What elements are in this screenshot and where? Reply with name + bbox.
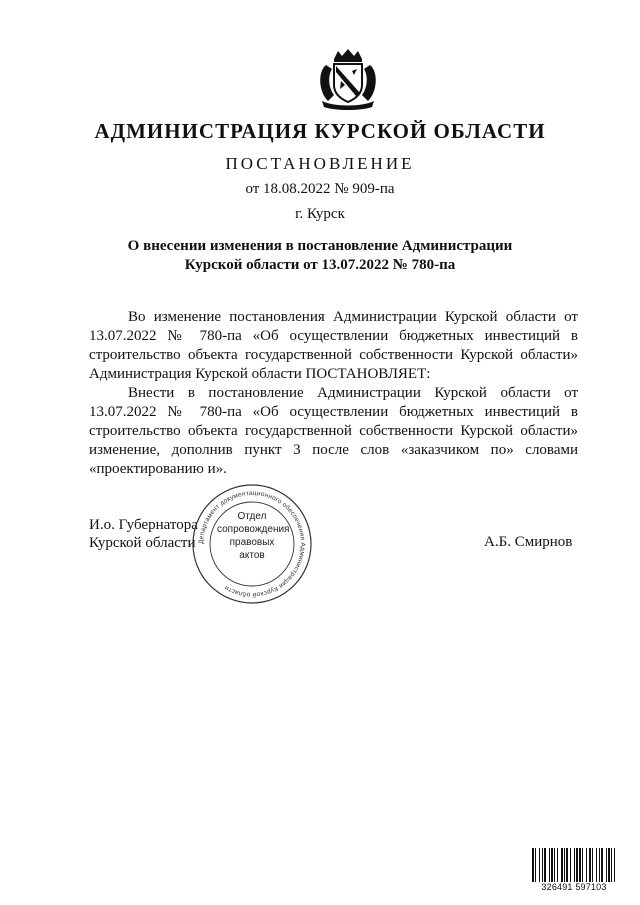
text-line: Внести в постановление Администрации Курской области от [128, 385, 578, 401]
subject-line-2: Курской области от 13.07.2022 № 780-па [184, 257, 456, 273]
signatory-position [89, 516, 198, 552]
barcode-bar [579, 848, 581, 882]
stamp-line: сопровождения [217, 524, 290, 535]
signatory-position-line-2: Курской области [89, 535, 196, 551]
text-line: изменение, дополнив пункт 3 после слов «заказчиком по» словами [89, 442, 578, 458]
document-city: г. Курск [295, 206, 345, 222]
stamp-ring-text: Департамент документационного обеспечения Администрации Курской области [197, 489, 307, 599]
document-date-number: от 18.08.2022 № 909-па [245, 181, 395, 197]
paragraph-2 [89, 384, 578, 479]
barcode-bar [539, 848, 540, 882]
barcode-bar [551, 848, 553, 882]
barcode-bar [561, 848, 563, 882]
signatory-name: А.Б. Смирнов [484, 534, 573, 550]
stamp-center-text [217, 510, 290, 562]
barcode-bar [599, 848, 600, 882]
barcode-bar [596, 848, 597, 882]
text-line: Во изменение постановления Администрации Курской области от [128, 309, 578, 325]
text-line: Администрация Курской области ПОСТАНОВЛЯЕТ: [89, 366, 431, 382]
stamp-line: актов [239, 550, 265, 561]
barcode-bar [574, 848, 575, 882]
document-body [89, 308, 578, 479]
barcode-bar [586, 848, 587, 882]
barcode-bar [544, 848, 546, 882]
barcode-bar [589, 848, 591, 882]
barcode-bar [582, 848, 583, 882]
text-line: 13.07.2022 № 780-па «Об осуществлении бюджетных инвестиций в [89, 404, 578, 420]
barcode-bar [532, 848, 534, 882]
coat-of-arms-icon [314, 45, 382, 113]
barcode-bar [576, 848, 578, 882]
barcode-bar [564, 848, 565, 882]
barcode-bar [535, 848, 536, 882]
barcode-bar [614, 848, 615, 882]
subject-line-1: О внесении изменения в постановление Администрации [127, 238, 513, 254]
document-type: ПОСТАНОВЛЕНИЕ [225, 154, 415, 173]
barcode-bar [566, 848, 568, 882]
barcode-bar [611, 848, 612, 882]
stamp-line: Отдел [237, 511, 267, 522]
text-line: «проектированию и». [89, 461, 227, 477]
stamp-line: правовых [229, 537, 275, 548]
barcode-bar [549, 848, 550, 882]
text-line: 13.07.2022 № 780-па «Об осуществлении бюджетных инвестиций в [89, 328, 578, 344]
administration-title: АДМИНИСТРАЦИЯ КУРСКОЙ ОБЛАСТИ [94, 119, 546, 143]
barcode-bar [557, 848, 558, 882]
barcode-bar [608, 848, 610, 882]
text-line: строительство объекта государственной собственности Курской области» [89, 347, 578, 363]
barcode-bar [592, 848, 593, 882]
barcode-bar [601, 848, 603, 882]
barcode-number: 326491 597103 [541, 882, 607, 892]
barcode-bar [570, 848, 571, 882]
text-line: строительство объекта государственной собственности Курской области» [89, 423, 578, 439]
barcode-bar [554, 848, 555, 882]
signatory-position-line-1: И.о. Губернатора [89, 517, 198, 533]
barcode-bar [542, 848, 543, 882]
barcode-bar [606, 848, 607, 882]
paragraph-1 [89, 308, 578, 384]
